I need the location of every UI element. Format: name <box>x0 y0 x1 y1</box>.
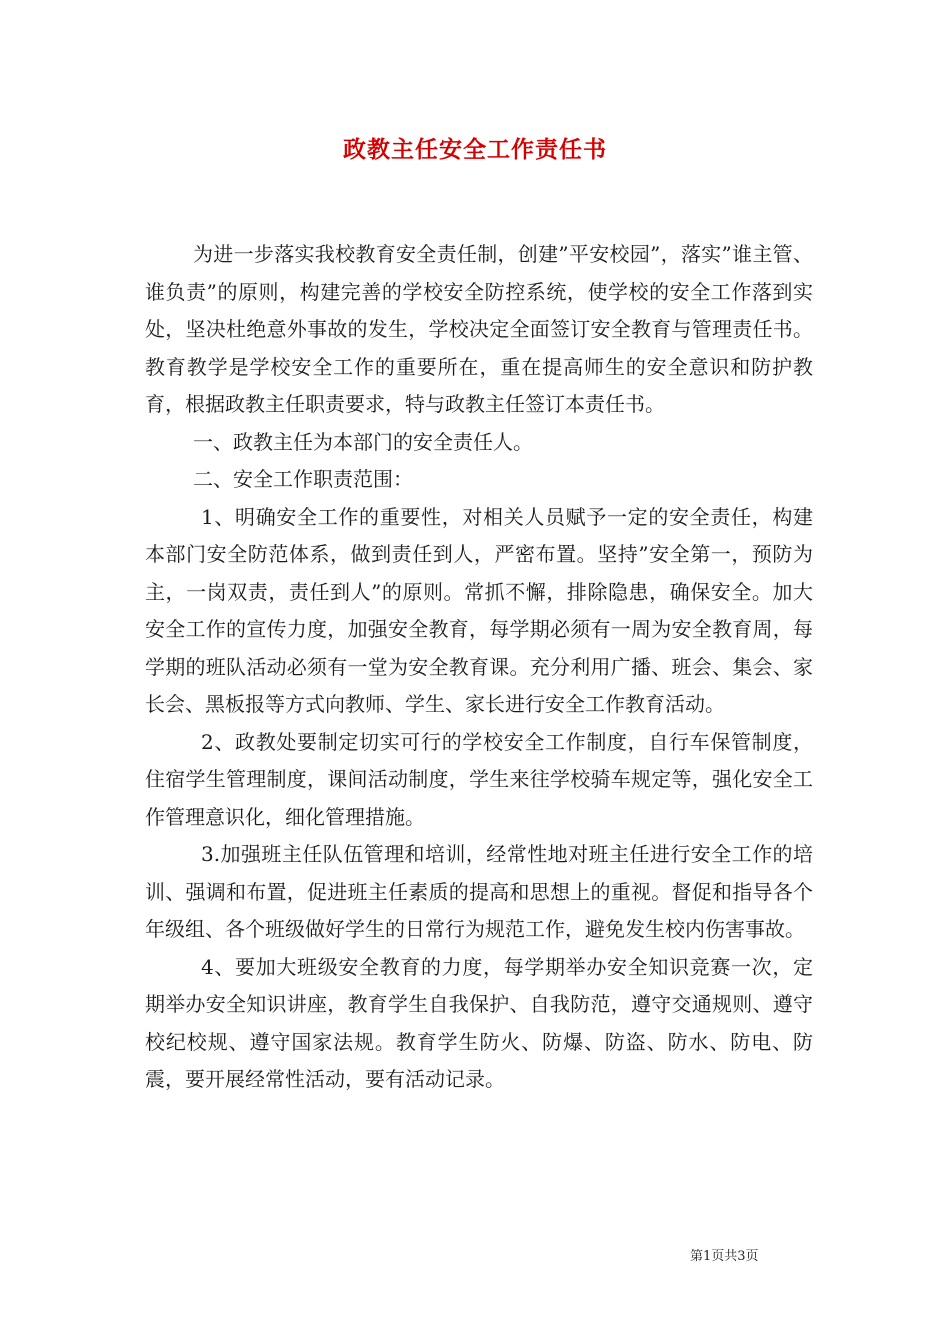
clause-two-heading: 二、安全工作职责范围： <box>193 467 413 491</box>
duty-item-4: 4、要加大班级安全教育的力度，每学期举办安全知识竞赛一次，定期举办安全知识讲座，教育学生自我保护、自我防范，遵守交通规则、遵守校纪校规、遵守国家法规。教育学生防火、防爆、防盗、防水、防电、防震，要开展经常性活动，要有活动记录。 <box>145 954 813 1091</box>
intro-paragraph: 为进一步落实我校教育安全责任制，创建”平安校园”，落实”谁主管、谁负责”的原则，构建完善的学校安全防控系统，使学校的安全工作落到实处，坚决杜绝意外事故的发生，学校决定全面签订安全教育与管理责任书。教育教学是学校安全工作的重要所在，重在提高师生的安全意识和防护教育，根据政教主任职责要求，特与政教主任签订本责任书。 <box>145 242 813 416</box>
document-title: 政教主任安全工作责任书 <box>343 136 607 163</box>
document-body <box>145 236 813 1099</box>
page-number-footer: 第1页共3页 <box>690 1249 759 1264</box>
duty-item-3: 3.加强班主任队伍管理和培训，经常性地对班主任进行安全工作的培训、强调和布置，促进班主任素质的提高和思想上的重视。督促和指导各个年级组、各个班级做好学生的日常行为规范工作，避免发生校内伤害事故。 <box>145 842 813 941</box>
clause-one: 一、政教主任为本部门的安全责任人。 <box>193 429 533 454</box>
duty-item-1: 1、明确安全工作的重要性，对相关人员赋予一定的安全责任，构建本部门安全防范体系，做到责任到人，严密布置。坚持”安全第一，预防为主，一岗双责，责任到人”的原则。常抓不懈，排除隐患，确保安全。加大安全工作的宣传力度，加强安全教育，每学期必须有一周为安全教育周，每学期的班队活动必须有一堂为安全教育课。充分利用广播、班会、集会、家长会、黑板报等方式向教师、学生、家长进行安全工作教育活动。 <box>145 504 813 716</box>
duty-item-2: 2、政教处要制定切实可行的学校安全工作制度，自行车保管制度，住宿学生管理制度，课间活动制度，学生来往学校骑车规定等，强化安全工作管理意识化，细化管理措施。 <box>145 729 813 829</box>
